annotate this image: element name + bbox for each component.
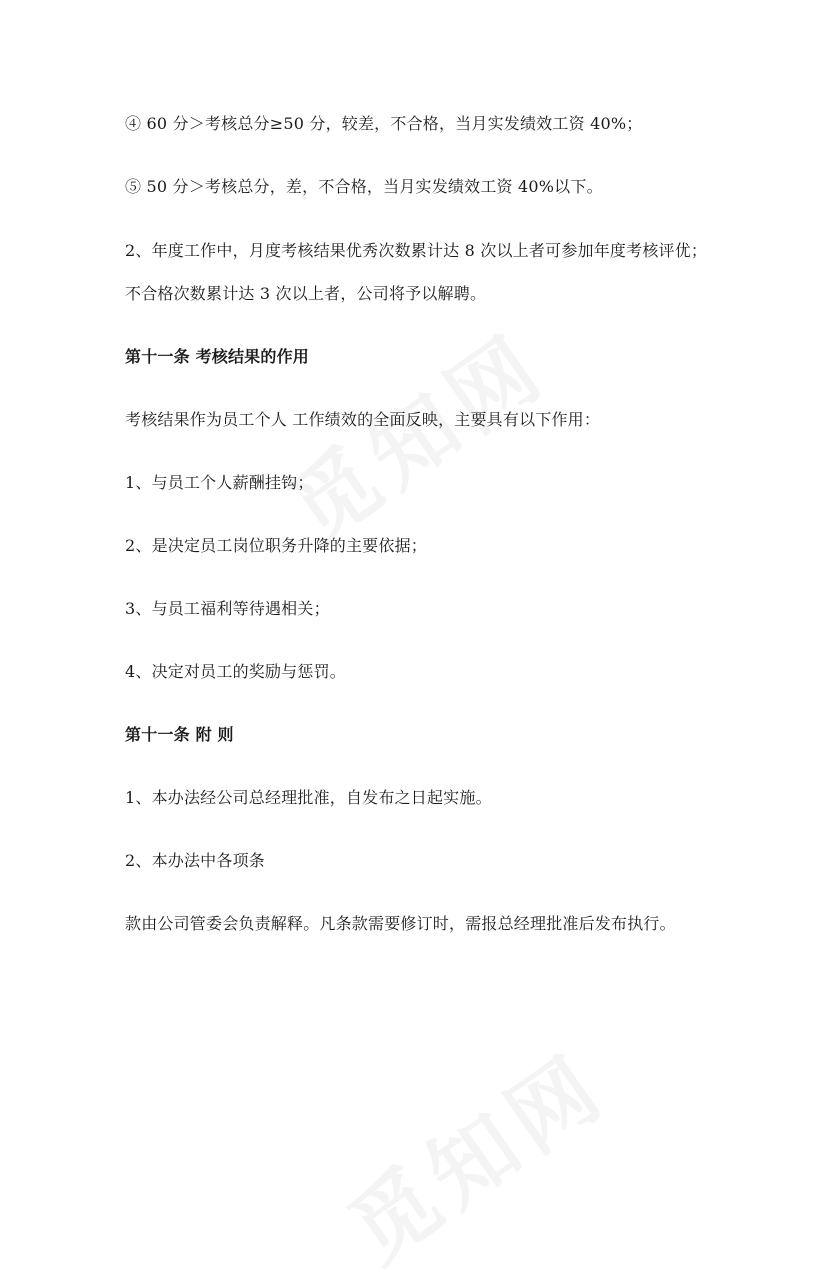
annual-rule-continuation: 不合格次数累计达 3 次以上者，公司将予以解聘。 <box>125 284 487 303</box>
grade-item-4: ④ 60 分＞考核总分≥50 分，较差，不合格，当月实发绩效工资 40%； <box>125 114 643 133</box>
results-item-2: 2、是决定员工岗位职务升降的主要依据； <box>125 536 427 555</box>
grade-item-5: ⑤ 50 分＞考核总分，差，不合格，当月实发绩效工资 40%以下。 <box>125 177 603 196</box>
appendix-item-2-continuation: 款由公司管委会负责解释。凡条款需要修订时，需报总经理批准后发布执行。 <box>125 914 676 933</box>
watermark <box>320 1019 627 1285</box>
section-heading-appendix: 第十一条 附 则 <box>125 725 234 744</box>
section-heading-results: 第十一条 考核结果的作用 <box>125 347 309 366</box>
results-item-3: 3、与员工福利等待遇相关； <box>125 599 330 618</box>
appendix-item-1: 1、本办法经公司总经理批准，自发布之日起实施。 <box>125 788 492 807</box>
results-item-4: 4、决定对员工的奖励与惩罚。 <box>125 662 346 681</box>
results-intro: 考核结果作为员工个人 工作绩效的全面反映，主要具有以下作用： <box>125 410 601 429</box>
annual-rule-paragraph: 2、年度工作中，月度考核结果优秀次数累计达 8 次以上者可参加年度考核评优； <box>125 241 708 260</box>
appendix-item-2: 2、本办法中各项条 <box>125 851 265 870</box>
results-item-1: 1、与员工个人薪酬挂钩； <box>125 473 314 492</box>
watermark <box>260 299 567 566</box>
